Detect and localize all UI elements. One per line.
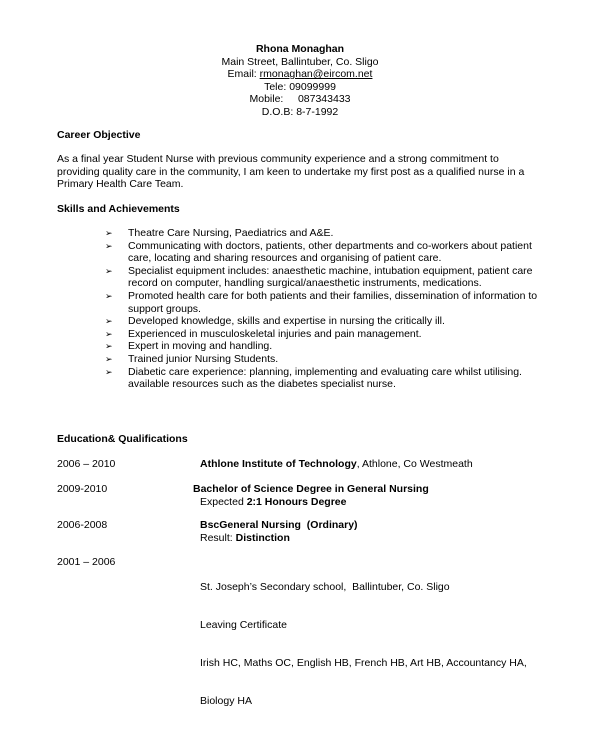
tele-line	[0, 81, 600, 94]
mobile-value: 087343433	[297, 93, 351, 106]
arrow-bullet-icon: ➢	[105, 366, 113, 377]
skill-text: Specialist equipment includes: anaesthetic machine, intubation equipment, patient care	[128, 264, 533, 277]
institution-location: , Athlone, Co Westmeath	[356, 458, 473, 470]
address: Main Street, Ballintuber, Co. Sligo	[221, 55, 379, 68]
institution-name: Athlone Institute of Technology	[200, 458, 357, 470]
skill-text: Theatre Care Nursing, Paediatrics and A&E.	[128, 227, 334, 239]
entry-institution-line	[200, 458, 473, 471]
entry-date: 2001 – 2006	[57, 556, 116, 568]
skill-text: support groups.	[128, 302, 201, 315]
entry-school-block	[200, 556, 527, 732]
objective-line: providing quality care in the community, I am keen to undertake my first post as a qualified nurse in a	[57, 165, 525, 178]
entry-date: 2006-2008	[57, 519, 108, 531]
result-value: Distinction	[235, 531, 290, 544]
skill-text: care, locating and sharing resources and organising of patient care.	[128, 252, 442, 265]
email-label: Email:	[227, 68, 260, 81]
career-objective-title: Career Objective	[57, 129, 141, 141]
objective-line: Primary Health Care Team.	[57, 178, 184, 191]
result-label: Result:	[200, 531, 236, 544]
arrow-bullet-icon: ➢	[105, 228, 113, 238]
dob-label: D.O.B:	[261, 105, 297, 118]
list-item	[105, 240, 555, 265]
degree-name: Bachelor of Science Degree in General Nursing	[193, 483, 429, 495]
entry-date: 2009-2010	[57, 483, 108, 495]
dob-line	[0, 106, 600, 119]
arrow-bullet-icon: ➢	[105, 328, 113, 339]
list-item	[105, 328, 555, 341]
subjects-line: Biology HA	[200, 694, 252, 707]
candidate-name: Rhona Monaghan	[255, 43, 345, 55]
mobile-line	[0, 93, 600, 106]
skill-text: Developed knowledge, skills and expertise in nursing the critically ill.	[128, 315, 445, 328]
list-item	[105, 353, 555, 366]
arrow-bullet-icon: ➢	[105, 290, 113, 301]
entry-date: 2006 – 2010	[57, 458, 116, 470]
skill-text: Diabetic care experience: planning, implementing and evaluating care whilst utilising.	[128, 365, 522, 378]
school-name: St. Joseph’s Secondary school, Ballintuber, Co. Sligo	[200, 581, 450, 594]
skill-text: record on computer, handling surgical/anaesthetic instruments, medications.	[128, 277, 482, 290]
tele-value: 09099999	[289, 80, 336, 93]
contact-header	[0, 43, 600, 119]
arrow-bullet-icon: ➢	[105, 265, 113, 276]
list-item	[105, 340, 555, 353]
dob-value: 8-7-1992	[296, 105, 339, 118]
arrow-bullet-icon: ➢	[105, 353, 113, 364]
result-label: Expected	[200, 495, 247, 508]
skill-text: available resources such as the diabetes specialist nurse.	[128, 378, 396, 391]
degree-name: BscGeneral Nursing (Ordinary)	[200, 519, 358, 531]
list-item	[105, 366, 555, 391]
certificate-name: Leaving Certificate	[200, 618, 287, 631]
list-item	[105, 315, 555, 328]
arrow-bullet-icon: ➢	[105, 240, 113, 251]
result-value: 2:1 Honours Degree	[246, 495, 347, 508]
entry-degree-block	[193, 483, 429, 508]
skill-text: Communicating with doctors, patients, other departments and co-workers about patient	[128, 239, 532, 252]
subjects-line: Irish HC, Maths OC, English HB, French HB, Art HB, Accountancy HA,	[200, 656, 527, 669]
career-objective-text	[57, 153, 547, 191]
arrow-bullet-icon: ➢	[105, 341, 113, 352]
skill-text: Expert in moving and handling.	[128, 340, 273, 353]
skills-title: Skills and Achievements	[57, 203, 180, 215]
list-item	[105, 227, 555, 240]
degree-result-line	[193, 496, 429, 509]
objective-line: As a final year Student Nurse with previous community experience and a strong commitment to	[57, 153, 499, 165]
list-item	[105, 265, 555, 290]
skills-list	[105, 227, 555, 391]
email-line	[0, 68, 600, 81]
arrow-bullet-icon: ➢	[105, 316, 113, 327]
skill-text: Experienced in musculoskeletal injuries and pain management.	[128, 327, 422, 340]
list-item	[105, 290, 555, 315]
degree-result-line	[200, 532, 358, 545]
education-title: Education& Qualifications	[57, 433, 188, 445]
email-link[interactable]: rmonaghan@eircom.net	[259, 68, 373, 81]
tele-label: Tele:	[264, 80, 290, 93]
entry-degree-block	[200, 519, 358, 544]
skill-text: Promoted health care for both patients and their families, dissemination of information to	[128, 289, 538, 302]
mobile-label: Mobile:	[249, 93, 287, 106]
skill-text: Trained junior Nursing Students.	[128, 352, 279, 365]
